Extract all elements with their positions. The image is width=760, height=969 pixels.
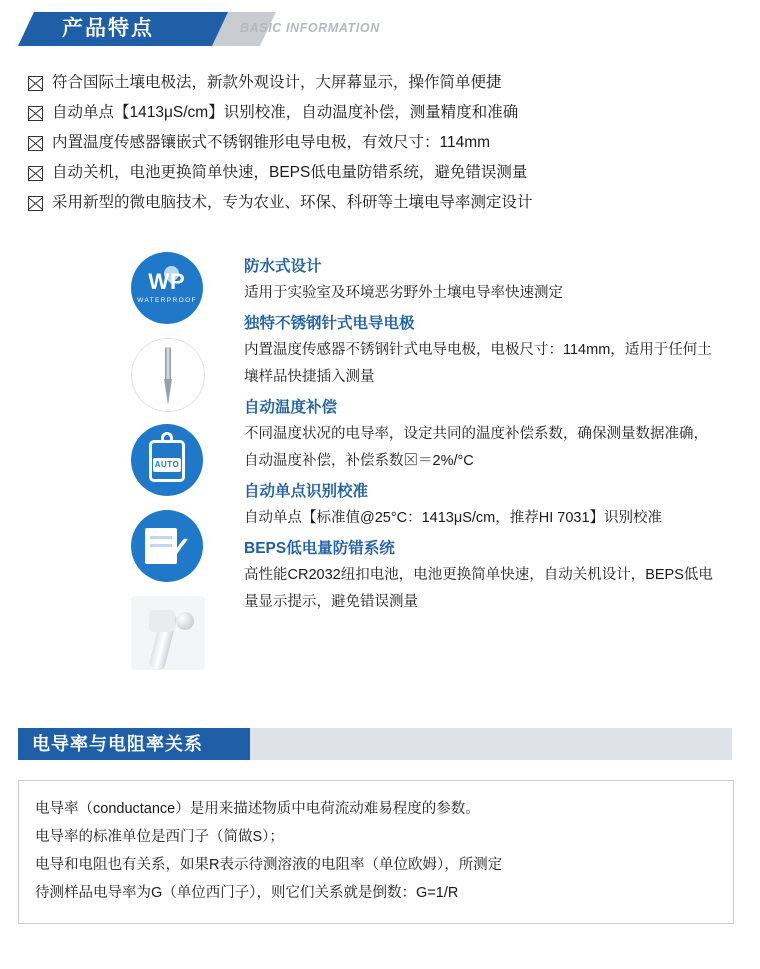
detail-block-probe: [244, 311, 714, 391]
list-item: [28, 128, 760, 158]
definition-line: 电导率（conductance）是用来描述物质中电荷流动难易程度的参数。: [35, 801, 480, 817]
section-header-product-features: [18, 12, 760, 50]
feature-text: 自动关机，电池更换简单快速，BEPS低电量防错系统，避免错误测量: [52, 164, 528, 181]
detail-block-calibration: [244, 479, 714, 532]
probe-body-icon: [165, 347, 171, 381]
coin-battery-shape: [176, 612, 194, 630]
list-item: [28, 188, 760, 218]
detail-title: 防水式设计: [244, 258, 322, 275]
definition-line: 电导和电阻也有关系，如果R表示待测溶液的电阻率（单位欧姆），所测定: [35, 857, 503, 873]
feature-text: 符合国际土壤电极法，新款外观设计，大屏幕显示，操作简单便捷: [52, 74, 502, 91]
definition-line: 待测样品电导率为G（单位西门子），则它们关系就是倒数：G=1/R: [35, 885, 459, 901]
checkbox-cross-icon: [28, 76, 43, 91]
battery-photo-thumbnail: [131, 596, 205, 670]
calibration-icon: [131, 510, 205, 584]
waterproof-icon: [131, 252, 205, 326]
list-item: [28, 158, 760, 188]
detail-body: 不同温度状况的电导率，设定共同的温度补偿系数，确保测量数据准确，自动温度补偿，补偿系数⊠＝2%/°C: [244, 426, 708, 469]
feature-text: 内置温度传感器镶嵌式不锈钢锥形电导电极，有效尺寸：114mm: [52, 134, 491, 151]
checkbox-cross-icon: [28, 196, 43, 211]
meter-head-shape: [149, 610, 175, 632]
page-title: 产品特点: [62, 17, 154, 40]
detail-block-beps: [244, 536, 714, 616]
probe-icon: [131, 338, 205, 412]
probe-tip-icon: [164, 379, 172, 405]
definition-line: 电导率的标准单位是西门子（简做S）；: [35, 829, 284, 845]
calibration-icon-circle: [131, 510, 203, 582]
detail-title: BEPS低电量防错系统: [244, 540, 395, 557]
detail-block-temperature-compensation: [244, 395, 714, 475]
checkbox-cross-icon: [28, 166, 43, 181]
detail-title: 自动温度补偿: [244, 399, 338, 416]
detail-block-waterproof: [244, 254, 714, 307]
feature-detail-text-column: [244, 252, 714, 682]
feature-text: 采用新型的微电脑技术，专为农业、环保、科研等土壤电导率测定设计: [52, 194, 533, 211]
auto-icon-circle: [131, 424, 203, 496]
waterproof-icon-label: WP: [148, 269, 186, 294]
detail-title: 独特不锈钢针式电导电极: [244, 315, 415, 332]
check-mark-icon: ✓: [167, 532, 193, 565]
checkbox-cross-icon: [28, 106, 43, 121]
definition-box: [18, 780, 734, 924]
detail-body: 自动单点【标准值@25°C：1413μS/cm，推荐HI 7031】识别校准: [244, 510, 663, 526]
detail-body: 适用于实验室及环境恶劣野外土壤电导率快速测定: [244, 285, 563, 301]
section2-title: 电导率与电阻率关系: [32, 734, 203, 754]
list-item: [28, 98, 760, 128]
probe-icon-circle: [131, 338, 205, 412]
section-header-conductivity-resistivity: [18, 728, 732, 764]
waterproof-icon-sublabel: WATERPROOF: [137, 297, 197, 304]
feature-icon-column: [108, 252, 228, 682]
feature-text: 自动单点【1413μS/cm】识别校准，自动温度补偿，测量精度和准确: [52, 104, 519, 121]
detail-body: 内置温度传感器不锈钢针式电导电极，电极尺寸：114mm，适用于任何土壤样品快捷插入测量: [244, 342, 712, 385]
feature-list: [28, 68, 760, 218]
detail-body: 高性能CR2032纽扣电池，电池更换简单快速，自动关机设计，BEPS低电量显示提示，避免错误测量: [244, 567, 713, 610]
feature-detail-area: [0, 252, 760, 682]
auto-temperature-icon: [131, 424, 205, 498]
detail-title: 自动单点识别校准: [244, 483, 369, 500]
list-item: [28, 68, 760, 98]
page-subtitle: BASIC INFORMATION: [240, 21, 380, 35]
auto-icon-label: AUTO: [153, 458, 181, 472]
checkbox-cross-icon: [28, 136, 43, 151]
waterproof-icon-circle: [131, 252, 203, 324]
battery-photo-icon: [131, 596, 205, 670]
